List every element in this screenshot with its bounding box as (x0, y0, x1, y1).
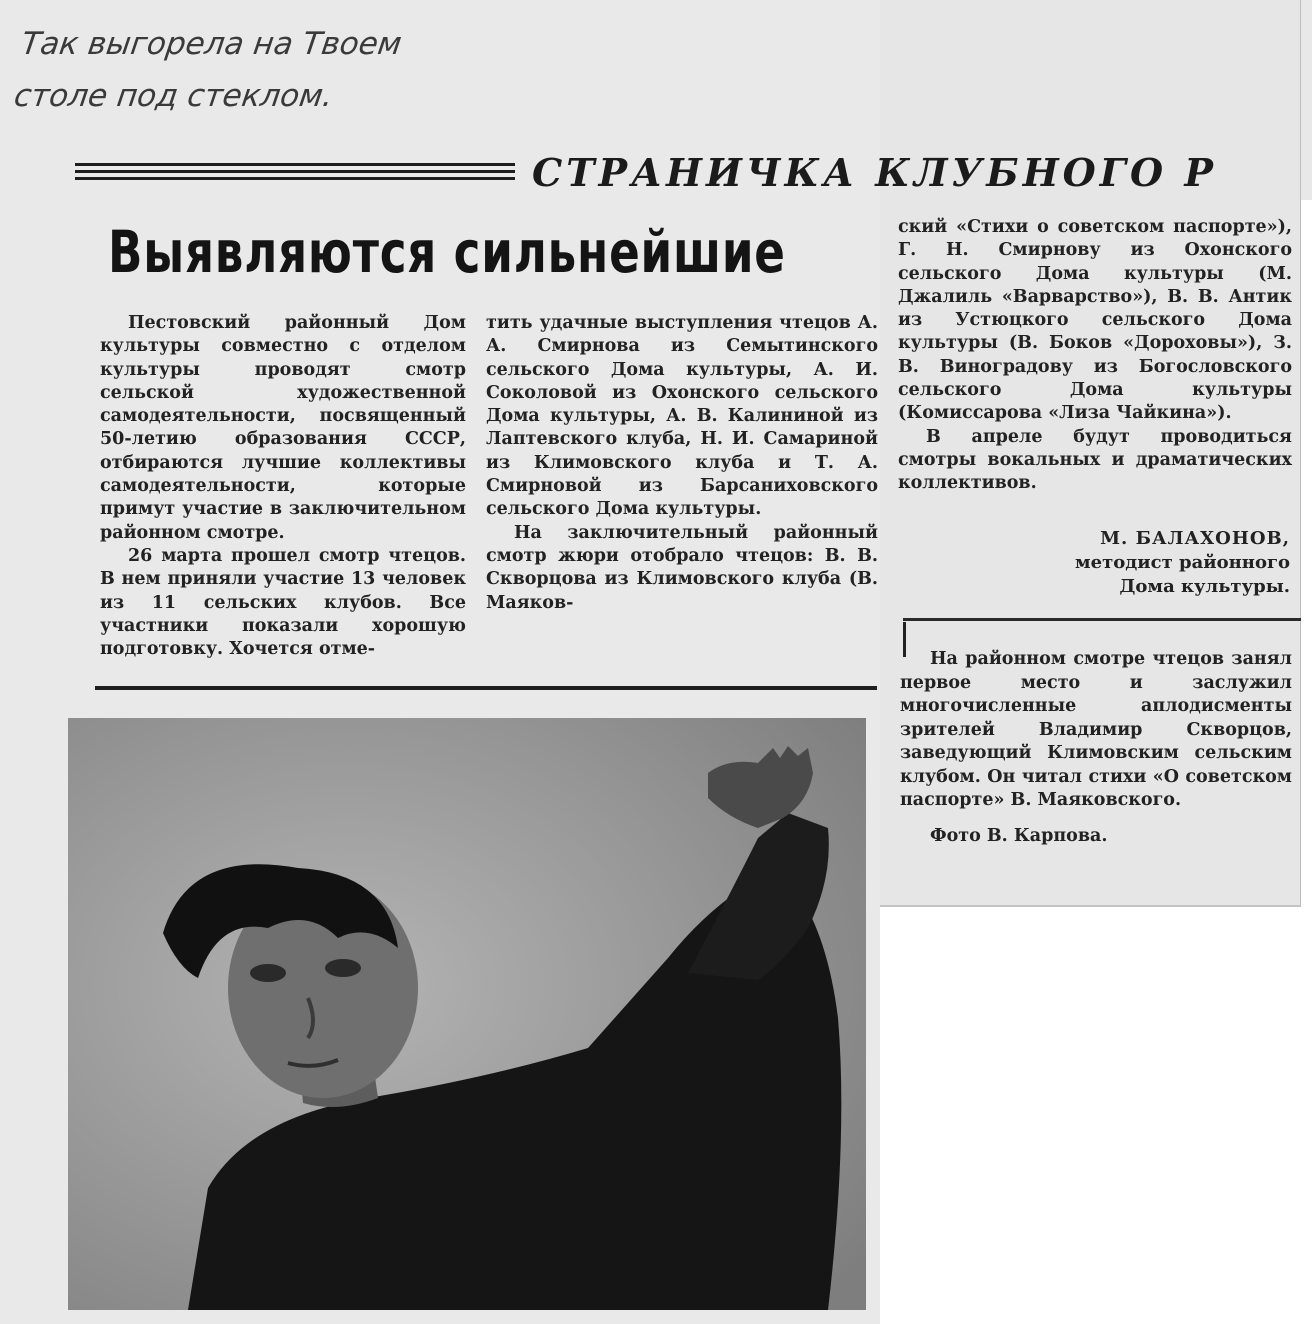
paragraph: тить удачные выступления чтецов А. А. Смирнова из Семытинского сельского Дома культуры, А. И. Соколовой из Охонского сельского Дома культуры, А. В. Калининой из Лаптевского клуба, Н. И. Самариной из Климовского клуба и Т. А. Смирновой из Барсаниховского сельского Дома культуры. (486, 313, 878, 520)
photo-caption (900, 648, 1292, 848)
handwritten-line-1: Так выгорела на Твоем (19, 26, 404, 62)
rubric-rules (75, 163, 515, 183)
author-title: Дома культуры. (1119, 576, 1290, 597)
paragraph: 26 марта прошел смотр чтецов. В нем приняли участие 13 человек из 11 сельских клубов. Все участники показали хорошую подготовку. Хочется отме- (100, 545, 466, 660)
paragraph: На заключительный районный смотр жюри отобрало чтецов: В. В. Скворцова из Климовского клуба (В. Маяков- (486, 522, 878, 613)
handwritten-note (11, 18, 546, 122)
paragraph: Пестовский районный Дом культуры совместно с отделом культуры проводят смотр сельской художественной самодеятельности, посвященный 50-летию образования СССР, отбираются лучшие коллективы самодеятельности, которые примут участие в заключительном районном смотре. (100, 313, 466, 543)
divider (903, 618, 1301, 621)
paragraph: ский «Стихи о советском паспорте»), Г. Н. Смирнову из Охонского сельского Дома культуры (М. Джалиль «Варварство»), В. В. Антик из Устюцкого сельского Дома культуры (В. Боков «Дороховы»), З. В. Виноградову из Богословского сельского Дома культуры (Комиссарова «Лиза Чайкина»). (898, 217, 1292, 424)
divider (95, 686, 877, 690)
photo-credit: Фото В. Карпова. (930, 825, 1108, 846)
article-column-1 (100, 312, 466, 661)
article-column-2 (486, 312, 878, 615)
author-signature (1000, 527, 1290, 599)
article-headline: Выявляются сильнейшие (108, 218, 786, 286)
article-column-3 (898, 216, 1292, 496)
rubric-title: СТРАНИЧКА КЛУБНОГО Р (532, 150, 1217, 195)
caption-text: На районном смотре чтецов занял первое место и заслужил многочисленные аплодисменты зрителей Владимир Скворцов, заведующий Климовским сельским клубом. Он читал стихи «О советском паспорте» В. Маяковского. (900, 649, 1292, 810)
author-title: методист районного (1075, 552, 1290, 573)
handwritten-line-2: столе под стеклом. (11, 78, 336, 114)
performer-photo (68, 718, 866, 1310)
author-name: М. БАЛАХОНОВ, (1100, 528, 1290, 549)
paragraph: В апреле будут проводиться смотры вокальных и драматических коллективов. (898, 426, 1292, 494)
photo-illustration (68, 718, 866, 1310)
